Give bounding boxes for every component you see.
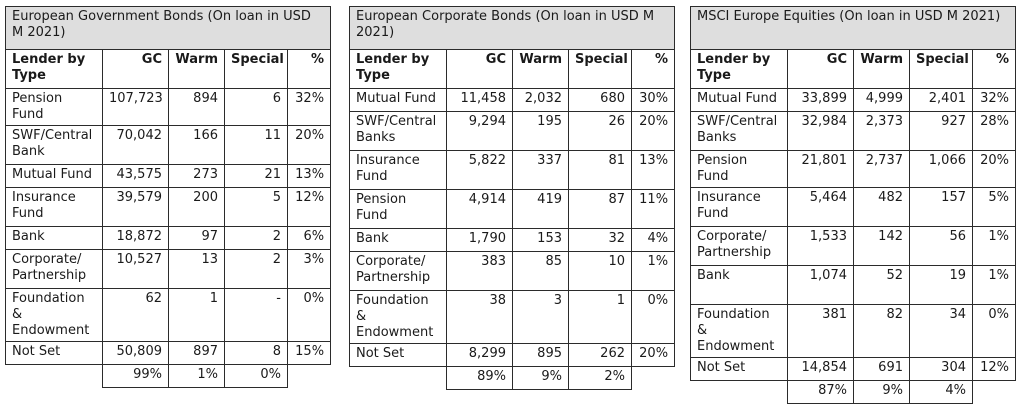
value-cell: 897 [169, 342, 225, 365]
value-cell: 38 [447, 291, 513, 344]
lender-type-cell: Foundation & Endowment [691, 305, 788, 358]
lender-type-cell: Pension Fund [691, 151, 788, 188]
value-cell: 43,575 [103, 165, 169, 188]
value-cell: 26 [569, 112, 632, 151]
value-cell: 8 [225, 342, 288, 365]
total-share-cell: 99% [103, 365, 169, 388]
value-cell: 1% [973, 266, 1016, 305]
column-header: % [973, 50, 1016, 89]
totals-spacer [691, 381, 788, 404]
value-cell: 4,914 [447, 190, 513, 229]
value-cell: 4,999 [854, 89, 910, 112]
lender-type-cell: SWF/Central Banks [350, 112, 447, 151]
table-panel-1 [5, 6, 331, 388]
lender-type-cell: SWF/Central Bank [6, 126, 103, 165]
value-cell: 304 [910, 358, 973, 381]
table-panel-3 [690, 6, 1016, 404]
value-cell: 39,579 [103, 188, 169, 227]
column-header: Lender by Type [350, 50, 447, 89]
lender-type-cell: Not Set [350, 344, 447, 367]
value-cell: 50,809 [103, 342, 169, 365]
totals-spacer [6, 365, 103, 388]
value-cell: 2,373 [854, 112, 910, 151]
value-cell: 107,723 [103, 89, 169, 126]
table-row [350, 89, 675, 112]
totals-spacer [973, 381, 1016, 404]
total-share-cell: 1% [169, 365, 225, 388]
lender-type-cell: Corporate/ Partnership [350, 252, 447, 291]
value-cell: 13% [288, 165, 331, 188]
column-header: Warm [854, 50, 910, 89]
value-cell: 11,458 [447, 89, 513, 112]
lender-type-cell: Foundation & Endowment [350, 291, 447, 344]
value-cell: 2 [225, 250, 288, 289]
total-share-cell: 0% [225, 365, 288, 388]
value-cell: 13 [169, 250, 225, 289]
value-cell: 3% [288, 250, 331, 289]
value-cell: 81 [569, 151, 632, 190]
lender-type-cell: Not Set [6, 342, 103, 365]
total-share-cell: 4% [910, 381, 973, 404]
table-row [6, 342, 331, 365]
value-cell: 6 [225, 89, 288, 126]
value-cell: 262 [569, 344, 632, 367]
totals-spacer [288, 365, 331, 388]
table-row [6, 289, 331, 342]
value-cell: 482 [854, 188, 910, 227]
table-row [350, 229, 675, 252]
table-row [691, 188, 1016, 227]
value-cell: 1 [169, 289, 225, 342]
value-cell: 52 [854, 266, 910, 305]
value-cell: 32% [973, 89, 1016, 112]
value-cell: 56 [910, 227, 973, 266]
value-cell: 85 [513, 252, 569, 291]
value-cell: 97 [169, 227, 225, 250]
totals-row [350, 367, 675, 390]
column-header: Warm [513, 50, 569, 89]
value-cell: 14,854 [788, 358, 854, 381]
value-cell: 1% [973, 227, 1016, 266]
lender-type-cell: Pension Fund [6, 89, 103, 126]
value-cell: 1,790 [447, 229, 513, 252]
table-row [691, 305, 1016, 358]
table-row [350, 190, 675, 229]
column-header: Special [569, 50, 632, 89]
value-cell: 62 [103, 289, 169, 342]
value-cell: 0% [288, 289, 331, 342]
lender-type-cell: Corporate/ Partnership [691, 227, 788, 266]
value-cell: 680 [569, 89, 632, 112]
value-cell: 419 [513, 190, 569, 229]
lender-type-cell: Bank [350, 229, 447, 252]
value-cell: 12% [288, 188, 331, 227]
table-row [6, 165, 331, 188]
value-cell: 153 [513, 229, 569, 252]
lender-type-cell: Insurance Fund [691, 188, 788, 227]
totals-row [6, 365, 331, 388]
table-title: MSCI Europe Equities (On loan in USD M 2021) [691, 7, 1016, 50]
total-share-cell: 9% [513, 367, 569, 390]
value-cell: 18,872 [103, 227, 169, 250]
value-cell: 1,074 [788, 266, 854, 305]
value-cell: 20% [632, 112, 675, 151]
value-cell: 10,527 [103, 250, 169, 289]
value-cell: 11% [632, 190, 675, 229]
table-row [6, 188, 331, 227]
table-row [691, 358, 1016, 381]
value-cell: 32% [288, 89, 331, 126]
total-share-cell: 9% [854, 381, 910, 404]
lender-table [5, 6, 331, 388]
table-row [691, 266, 1016, 305]
column-header: GC [788, 50, 854, 89]
table-row [350, 252, 675, 291]
column-header: % [632, 50, 675, 89]
value-cell: 34 [910, 305, 973, 358]
total-share-cell: 87% [788, 381, 854, 404]
value-cell: 8,299 [447, 344, 513, 367]
column-header: Lender by Type [6, 50, 103, 89]
total-share-cell: 89% [447, 367, 513, 390]
table-row [350, 291, 675, 344]
value-cell: 30% [632, 89, 675, 112]
value-cell: 142 [854, 227, 910, 266]
value-cell: 2 [225, 227, 288, 250]
value-cell: 0% [632, 291, 675, 344]
value-cell: 4% [632, 229, 675, 252]
value-cell: 20% [632, 344, 675, 367]
lender-type-cell: Bank [691, 266, 788, 305]
totals-row [691, 381, 1016, 404]
value-cell: 11 [225, 126, 288, 165]
value-cell: 2,032 [513, 89, 569, 112]
table-row [350, 112, 675, 151]
lender-type-cell: Foundation & Endowment [6, 289, 103, 342]
table-title: European Government Bonds (On loan in USD M 2021) [6, 7, 331, 50]
table-row [350, 151, 675, 190]
value-cell: 1% [632, 252, 675, 291]
table-row [691, 112, 1016, 151]
lender-type-cell: SWF/Central Banks [691, 112, 788, 151]
value-cell: 70,042 [103, 126, 169, 165]
total-share-cell: 2% [569, 367, 632, 390]
table-row [6, 227, 331, 250]
table-row [6, 126, 331, 165]
value-cell: 381 [788, 305, 854, 358]
column-header: Lender by Type [691, 50, 788, 89]
value-cell: 13% [632, 151, 675, 190]
table-row [6, 250, 331, 289]
lender-type-cell: Mutual Fund [6, 165, 103, 188]
column-header: Special [910, 50, 973, 89]
value-cell: 273 [169, 165, 225, 188]
table-row [691, 227, 1016, 266]
totals-spacer [632, 367, 675, 390]
lender-type-cell: Pension Fund [350, 190, 447, 229]
value-cell: 3 [513, 291, 569, 344]
column-header: GC [447, 50, 513, 89]
value-cell: 1 [569, 291, 632, 344]
value-cell: 157 [910, 188, 973, 227]
value-cell: 337 [513, 151, 569, 190]
lender-type-cell: Not Set [691, 358, 788, 381]
table-panel-2 [349, 6, 675, 390]
value-cell: 15% [288, 342, 331, 365]
value-cell: 12% [973, 358, 1016, 381]
table-row [6, 89, 331, 126]
lender-type-cell: Corporate/ Partnership [6, 250, 103, 289]
column-header: Warm [169, 50, 225, 89]
lender-table [349, 6, 675, 390]
value-cell: 9,294 [447, 112, 513, 151]
value-cell: 32,984 [788, 112, 854, 151]
value-cell: 87 [569, 190, 632, 229]
lender-type-cell: Insurance Fund [6, 188, 103, 227]
lender-type-cell: Bank [6, 227, 103, 250]
table-row [350, 344, 675, 367]
value-cell: 166 [169, 126, 225, 165]
value-cell: 5% [973, 188, 1016, 227]
value-cell: 383 [447, 252, 513, 291]
value-cell: 21,801 [788, 151, 854, 188]
table-row [691, 89, 1016, 112]
value-cell: 5,464 [788, 188, 854, 227]
lender-type-cell: Mutual Fund [350, 89, 447, 112]
column-header: % [288, 50, 331, 89]
value-cell: 6% [288, 227, 331, 250]
value-cell: 195 [513, 112, 569, 151]
column-header: Special [225, 50, 288, 89]
value-cell: 28% [973, 112, 1016, 151]
value-cell: 927 [910, 112, 973, 151]
value-cell: 895 [513, 344, 569, 367]
value-cell: 691 [854, 358, 910, 381]
value-cell: 5 [225, 188, 288, 227]
table-title: European Corporate Bonds (On loan in USD M 2021) [350, 7, 675, 50]
value-cell: 32 [569, 229, 632, 252]
totals-spacer [350, 367, 447, 390]
value-cell: 200 [169, 188, 225, 227]
lender-type-cell: Insurance Fund [350, 151, 447, 190]
value-cell: 19 [910, 266, 973, 305]
value-cell: 2,401 [910, 89, 973, 112]
value-cell: 20% [288, 126, 331, 165]
lender-table [690, 6, 1016, 404]
value-cell: 5,822 [447, 151, 513, 190]
value-cell: - [225, 289, 288, 342]
value-cell: 20% [973, 151, 1016, 188]
value-cell: 10 [569, 252, 632, 291]
value-cell: 894 [169, 89, 225, 126]
table-row [691, 151, 1016, 188]
value-cell: 1,533 [788, 227, 854, 266]
value-cell: 33,899 [788, 89, 854, 112]
value-cell: 0% [973, 305, 1016, 358]
value-cell: 2,737 [854, 151, 910, 188]
value-cell: 21 [225, 165, 288, 188]
value-cell: 82 [854, 305, 910, 358]
column-header: GC [103, 50, 169, 89]
lender-type-cell: Mutual Fund [691, 89, 788, 112]
value-cell: 1,066 [910, 151, 973, 188]
